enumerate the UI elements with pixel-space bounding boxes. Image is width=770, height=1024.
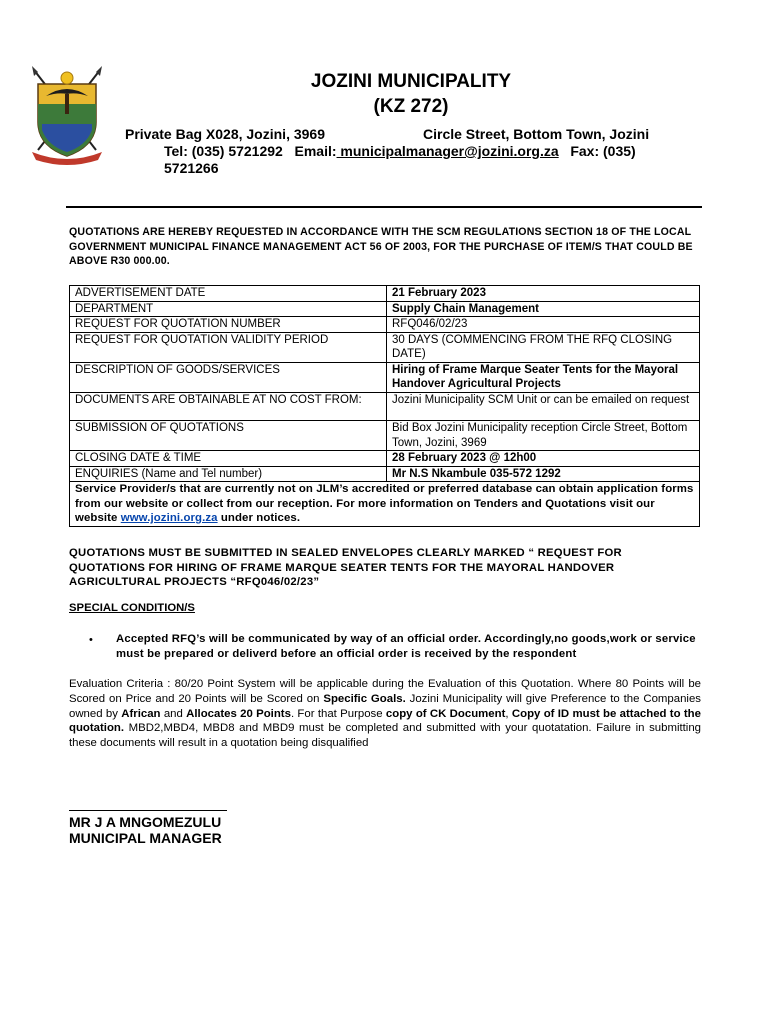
table-row (70, 466, 700, 482)
row-value: Supply Chain Management (387, 301, 700, 317)
eval-bold: Specific Goals. (323, 692, 406, 705)
eval-text: Jozini Municipality will give Preference to the Companies owned by (69, 692, 701, 720)
municipal-coat-of-arms-logo (26, 66, 108, 166)
tel-number: Tel: (035) 5721292 (164, 143, 283, 159)
row-value: Bid Box Jozini Municipality reception Circle Street, Bottom Town, Jozini, 3969 (387, 421, 700, 451)
street-address: Circle Street, Bottom Town, Jozini (423, 126, 650, 142)
row-label: DEPARTMENT (70, 301, 387, 317)
row-label: CLOSING DATE & TIME (70, 451, 387, 467)
email-link[interactable]: municipalmanager@jozini.org.za (336, 143, 559, 159)
fax-number: Fax: (035) (570, 143, 636, 159)
eval-text: , (505, 707, 512, 720)
row-label: SUBMISSION OF QUOTATIONS (70, 421, 387, 451)
note-suffix: under notices. (217, 512, 301, 524)
database-note (70, 482, 700, 527)
table-row (70, 392, 700, 421)
row-value: 21 February 2023 (387, 286, 700, 302)
eval-text: MBD2,MBD4, MBD8 and MBD9 must be completed and submitted with your quotatation. Failure in submitting these documents will result in a quotation being disqualified (69, 722, 701, 750)
eval-text: and (160, 707, 187, 720)
row-label: DESCRIPTION OF GOODS/SERVICES (70, 362, 387, 392)
eval-bold: Copy of ID must be attached to the quotation. (69, 707, 701, 735)
evaluation-criteria (69, 677, 701, 751)
table-row (70, 286, 700, 302)
row-label: ENQUIRIES (Name and Tel number) (70, 466, 387, 482)
intro-paragraph: QUOTATIONS ARE HEREBY REQUESTED IN ACCORDANCE WITH THE SCM REGULATIONS SECTION 18 OF THE LOCAL GOVERNMENT MUNICIPAL FINANCE MANAGEMENT ACT 56 OF 2003, FOR THE PURCHASE OF ITEM/S THAT COULD BE ABOVE R30 000.00. (69, 226, 693, 267)
rfq-info-table (69, 285, 700, 527)
note-text: Service Provider/s that are currently not on JLM’s accredited or preferred database can obtain application forms from our website or collect from our reception. For more information on Tenders and Quotations visit our website (75, 483, 694, 524)
signatory-title: MUNICIPAL MANAGER (69, 830, 222, 846)
contact-line (164, 143, 636, 160)
table-row (70, 301, 700, 317)
row-value: Jozini Municipality SCM Unit or can be emailed on request (387, 392, 700, 421)
row-label: REQUEST FOR QUOTATION VALIDITY PERIOD (70, 332, 387, 362)
table-row (70, 317, 700, 333)
row-label: ADVERTISEMENT DATE (70, 286, 387, 302)
special-condition-item: Accepted RFQ’s will be communicated by way of an official order. Accordingly,no goods,work or service must be prepared or deliverd before an official order is received by the respondent (116, 633, 696, 660)
special-conditions-heading: SPECIAL CONDITION/S (69, 602, 195, 614)
eval-bold: African (121, 707, 161, 720)
row-label: REQUEST FOR QUOTATION NUMBER (70, 317, 387, 333)
row-value: Hiring of Frame Marque Seater Tents for the Mayoral Handover Agricultural Projects (387, 362, 700, 392)
submission-instructions: QUOTATIONS MUST BE SUBMITTED IN SEALED ENVELOPES CLEARLY MARKED “ REQUEST FOR QUOTATIONS FOR HIRING OF FRAME MARQUE SEATER TENTS FOR THE MAYORAL HANDOVER AGRICULTURAL PROJECTS “RFQ046/02/23” (69, 547, 622, 588)
eval-bold: Allocates 20 Points (186, 707, 291, 720)
row-value: 30 DAYS (COMMENCING FROM THE RFQ CLOSING DATE) (387, 332, 700, 362)
table-row (70, 332, 700, 362)
eval-text: . For that Purpose (290, 707, 386, 720)
eval-bold: copy of CK Document (385, 707, 506, 720)
table-note-row (70, 482, 700, 527)
signature-line (69, 810, 227, 811)
org-name: JOZINI MUNICIPALITY (310, 71, 512, 92)
table-row (70, 421, 700, 451)
row-label: DOCUMENTS ARE OBTAINABLE AT NO COST FROM: (70, 392, 387, 421)
bullet-icon: • (89, 634, 93, 646)
fax-continuation: 5721266 (164, 160, 219, 176)
header-divider (66, 206, 702, 208)
row-value: Mr N.S Nkambule 035-572 1292 (387, 466, 700, 482)
row-value: RFQ046/02/23 (387, 317, 700, 333)
table-row (70, 451, 700, 467)
postal-address: Private Bag X028, Jozini, 3969 (125, 126, 325, 142)
signatory-name: MR J A MNGOMEZULU (69, 814, 222, 830)
eval-text: Evaluation Criteria : 80/20 Point System will be applicable during the Evaluation of this Quotation. Where 80 Points will be Scored on Price and 20 Points will be Scored on (69, 678, 701, 705)
website-link[interactable]: www.jozini.org.za (120, 512, 218, 524)
email-label: Email: (294, 143, 337, 159)
org-code: (KZ 272) (373, 96, 449, 117)
table-row (70, 362, 700, 392)
row-value: 28 February 2023 @ 12h00 (387, 451, 700, 467)
